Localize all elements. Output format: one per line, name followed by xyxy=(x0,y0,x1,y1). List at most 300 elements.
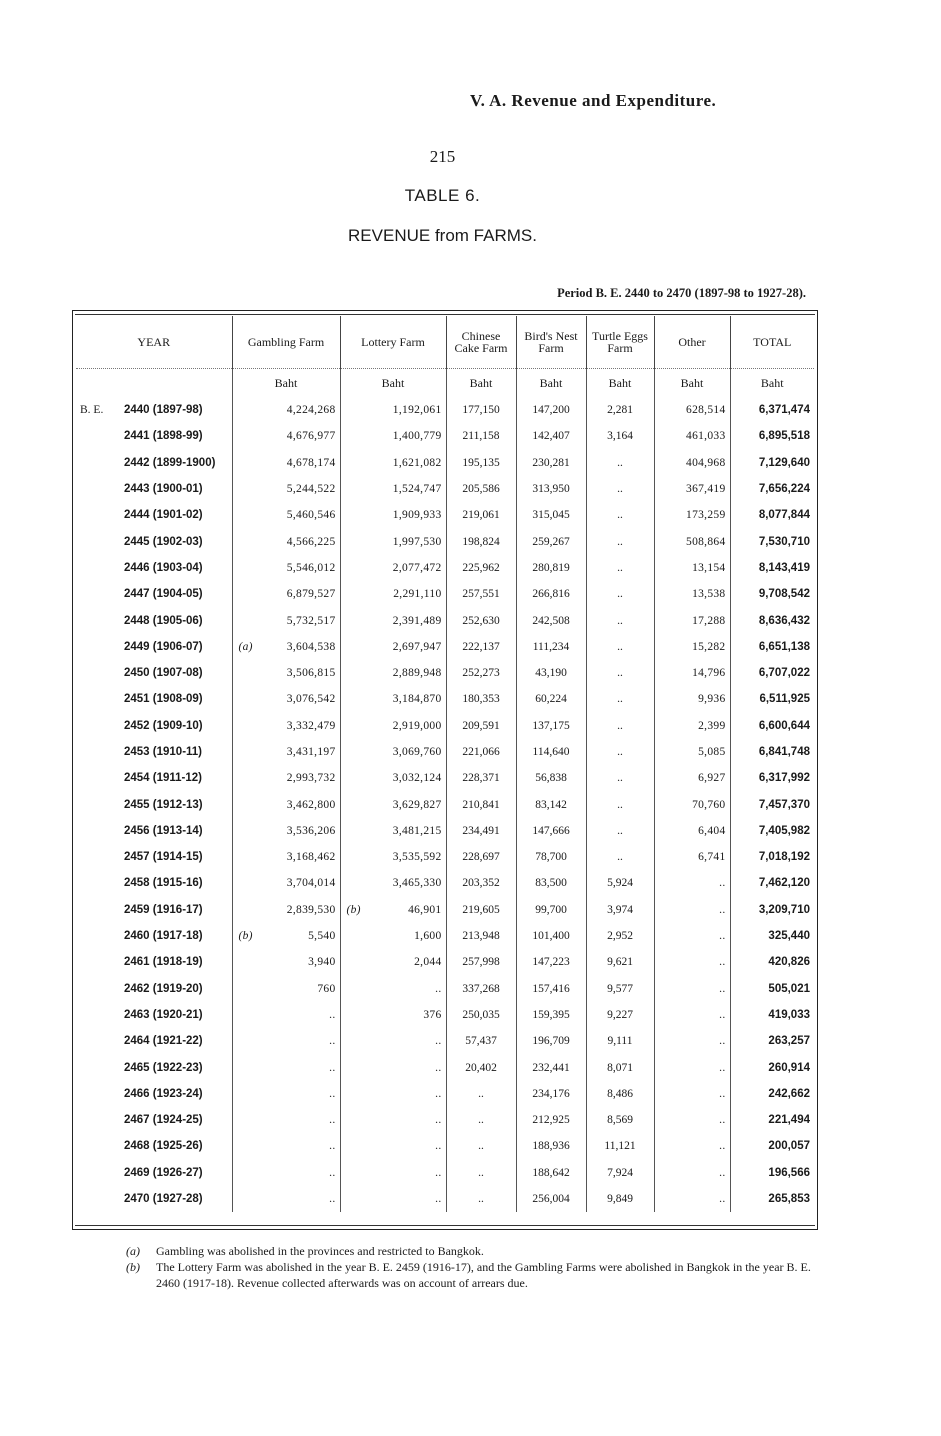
lottery-value: 46,901 xyxy=(408,903,442,916)
turtle-eggs-cell: 5,924 xyxy=(586,870,654,896)
gambling-value: 5,460,546 xyxy=(286,509,336,522)
other-cell: .. xyxy=(654,1054,730,1080)
gambling-cell xyxy=(232,739,340,765)
lottery-cell xyxy=(340,555,446,581)
other-cell: 508,864 xyxy=(654,528,730,554)
lottery-cell xyxy=(340,765,446,791)
year-cell xyxy=(76,581,232,607)
other-cell: .. xyxy=(654,1028,730,1054)
unit-turtle: Baht xyxy=(586,369,654,398)
other-cell: 17,288 xyxy=(654,607,730,633)
gambling-value: .. xyxy=(329,1087,336,1100)
gambling-value: 2,839,530 xyxy=(286,903,336,916)
lottery-value: .. xyxy=(435,1193,442,1206)
unit-nest: Baht xyxy=(516,369,586,398)
other-cell: 15,282 xyxy=(654,634,730,660)
lottery-cell xyxy=(340,1054,446,1080)
table-row xyxy=(76,1186,814,1212)
footnote-mark: (b) xyxy=(126,1260,140,1274)
other-cell: .. xyxy=(654,976,730,1002)
gambling-value: .. xyxy=(329,1114,336,1127)
lottery-value: 1,909,933 xyxy=(392,509,442,522)
header-gambling: Gambling Farm xyxy=(232,316,340,369)
birds-nest-cell: 147,200 xyxy=(516,397,586,423)
gambling-value: 4,676,977 xyxy=(286,430,336,443)
turtle-eggs-cell: .. xyxy=(586,502,654,528)
year-cell xyxy=(76,844,232,870)
lottery-value: 2,077,472 xyxy=(392,561,442,574)
page-number: 215 xyxy=(429,147,456,166)
lottery-value: 2,391,489 xyxy=(392,614,442,627)
lottery-cell xyxy=(340,1081,446,1107)
year-cell xyxy=(76,1133,232,1159)
birds-nest-cell: 114,640 xyxy=(516,739,586,765)
chinese-cake-cell: 57,437 xyxy=(446,1028,516,1054)
gambling-cell xyxy=(232,818,340,844)
total-cell: 7,530,710 xyxy=(758,535,810,548)
chinese-cake-cell: 257,551 xyxy=(446,581,516,607)
table-row xyxy=(76,844,814,870)
other-cell: .. xyxy=(654,949,730,975)
turtle-eggs-cell: .. xyxy=(586,450,654,476)
gambling-cell xyxy=(232,1107,340,1133)
section-title: V. A. Revenue and Expenditure. xyxy=(470,91,717,110)
total-cell: 242,662 xyxy=(768,1087,810,1100)
table-row xyxy=(76,791,814,817)
table-row xyxy=(76,634,814,660)
year-label: 2446 (1903-04) xyxy=(124,561,203,574)
year-label: 2449 (1906-07) xyxy=(124,640,203,653)
year-label: 2440 (1897-98) xyxy=(124,404,203,417)
lottery-cell xyxy=(340,686,446,712)
total-cell: 9,708,542 xyxy=(758,588,810,601)
table-row xyxy=(76,870,814,896)
birds-nest-cell: 188,642 xyxy=(516,1160,586,1186)
header-lottery: Lottery Farm xyxy=(340,316,446,369)
year-label: 2452 (1909-10) xyxy=(124,719,203,732)
gambling-value: 760 xyxy=(317,982,336,995)
birds-nest-cell: 137,175 xyxy=(516,713,586,739)
other-cell: 6,927 xyxy=(654,765,730,791)
lottery-cell xyxy=(340,791,446,817)
header-total: TOTAL xyxy=(730,316,814,369)
chinese-cake-cell: .. xyxy=(446,1081,516,1107)
turtle-eggs-cell: .. xyxy=(586,686,654,712)
gambling-value: .. xyxy=(329,1008,336,1021)
lottery-cell xyxy=(340,502,446,528)
period-heading: Period B. E. 2440 to 2470 (1897-98 to 1927-28). xyxy=(557,286,806,300)
lottery-value: 1,621,082 xyxy=(392,456,442,469)
table-row xyxy=(76,1002,814,1028)
other-cell: 6,741 xyxy=(654,844,730,870)
turtle-eggs-cell: 9,621 xyxy=(586,949,654,975)
year-cell xyxy=(76,634,232,660)
gambling-value: 3,704,014 xyxy=(286,877,336,890)
lottery-value: .. xyxy=(435,982,442,995)
table-row xyxy=(76,976,814,1002)
chinese-cake-cell: 221,066 xyxy=(446,739,516,765)
year-cell xyxy=(76,1081,232,1107)
year-label: 2444 (1901-02) xyxy=(124,509,203,522)
other-cell: .. xyxy=(654,1081,730,1107)
birds-nest-cell: 230,281 xyxy=(516,450,586,476)
table-row xyxy=(76,713,814,739)
gambling-note: (a) xyxy=(238,640,253,653)
birds-nest-cell: 60,224 xyxy=(516,686,586,712)
year-label: 2464 (1921-22) xyxy=(124,1035,203,1048)
gambling-cell xyxy=(232,476,340,502)
lottery-cell xyxy=(340,423,446,449)
table-row xyxy=(76,949,814,975)
gambling-note: (b) xyxy=(238,930,253,943)
gambling-value: 3,168,462 xyxy=(286,851,336,864)
table-row xyxy=(76,1081,814,1107)
gambling-cell xyxy=(232,1081,340,1107)
year-label: 2456 (1913-14) xyxy=(124,824,203,837)
birds-nest-cell: 99,700 xyxy=(516,897,586,923)
lottery-value: .. xyxy=(435,1087,442,1100)
birds-nest-cell: 196,709 xyxy=(516,1028,586,1054)
lottery-cell xyxy=(340,1186,446,1212)
lottery-note: (b) xyxy=(346,903,361,916)
table-row xyxy=(76,923,814,949)
year-cell xyxy=(76,1107,232,1133)
year-label: 2465 (1922-23) xyxy=(124,1061,203,1074)
revenue-table xyxy=(76,316,814,1212)
turtle-eggs-cell: .. xyxy=(586,634,654,660)
lottery-cell xyxy=(340,1028,446,1054)
total-cell: 419,033 xyxy=(768,1008,810,1021)
total-cell: 6,317,992 xyxy=(758,772,810,785)
lottery-value: 2,889,948 xyxy=(392,667,442,680)
turtle-eggs-cell: 3,974 xyxy=(586,897,654,923)
year-label: 2453 (1910-11) xyxy=(124,746,203,758)
year-label: 2459 (1916-17) xyxy=(124,903,203,916)
lottery-cell xyxy=(340,528,446,554)
year-cell xyxy=(76,397,232,423)
lottery-value: 3,465,330 xyxy=(392,877,442,890)
gambling-cell xyxy=(232,1002,340,1028)
chinese-cake-cell: .. xyxy=(446,1160,516,1186)
year-cell xyxy=(76,791,232,817)
year-cell xyxy=(76,870,232,896)
turtle-eggs-cell: .. xyxy=(586,844,654,870)
unit-gambling: Baht xyxy=(232,369,340,398)
gambling-cell xyxy=(232,791,340,817)
gambling-cell xyxy=(232,897,340,923)
year-label: 2441 (1898-99) xyxy=(124,430,203,443)
turtle-eggs-cell: 3,164 xyxy=(586,423,654,449)
year-cell xyxy=(76,528,232,554)
header-birds-nest: Bird's Nest Farm xyxy=(516,316,586,369)
gambling-cell xyxy=(232,607,340,633)
year-cell xyxy=(76,555,232,581)
gambling-cell xyxy=(232,686,340,712)
other-cell: 14,796 xyxy=(654,660,730,686)
table-row xyxy=(76,423,814,449)
total-cell: 221,494 xyxy=(768,1114,810,1127)
table-row xyxy=(76,1107,814,1133)
other-cell: 628,514 xyxy=(654,397,730,423)
chinese-cake-cell: 250,035 xyxy=(446,1002,516,1028)
total-cell: 6,707,022 xyxy=(758,667,810,680)
footnote-mark: (a) xyxy=(126,1244,140,1258)
lottery-value: 3,184,870 xyxy=(392,693,442,706)
turtle-eggs-cell: 8,071 xyxy=(586,1054,654,1080)
gambling-value: .. xyxy=(329,1035,336,1048)
year-label: 2461 (1918-19) xyxy=(124,956,203,969)
lottery-cell xyxy=(340,634,446,660)
turtle-eggs-cell: 7,924 xyxy=(586,1160,654,1186)
year-cell xyxy=(76,765,232,791)
other-cell: .. xyxy=(654,1107,730,1133)
gambling-value: 5,732,517 xyxy=(286,614,336,627)
gambling-value: 3,604,538 xyxy=(286,640,336,653)
table-row xyxy=(76,1133,814,1159)
lottery-cell xyxy=(340,1107,446,1133)
footnote-text: Gambling was abolished in the provinces and restricted to Bangkok. xyxy=(156,1244,484,1258)
total-cell: 6,841,748 xyxy=(758,746,810,758)
year-label: 2468 (1925-26) xyxy=(124,1140,203,1153)
gambling-value: 4,224,268 xyxy=(286,404,336,417)
gambling-cell xyxy=(232,923,340,949)
year-label: 2463 (1920-21) xyxy=(124,1008,203,1021)
year-cell xyxy=(76,1186,232,1212)
year-cell xyxy=(76,818,232,844)
header-chinese-cake: Chinese Cake Farm xyxy=(446,316,516,369)
gambling-value: 3,536,206 xyxy=(286,824,336,837)
birds-nest-cell: 142,407 xyxy=(516,423,586,449)
table-row xyxy=(76,450,814,476)
footnote-text: The Lottery Farm was abolished in the year B. E. 2459 (1916-17), and the Gambling Farms were abolished in Bangkok in the year B. E. 2460 (1917-18). Revenue collected afterwards was on account of arrears due. xyxy=(156,1260,811,1290)
lottery-value: 3,481,215 xyxy=(392,824,442,837)
lottery-value: .. xyxy=(435,1140,442,1153)
table-subtitle: REVENUE from FARMS. xyxy=(348,226,537,245)
chinese-cake-cell: 195,135 xyxy=(446,450,516,476)
lottery-cell xyxy=(340,739,446,765)
lottery-cell xyxy=(340,818,446,844)
gambling-cell xyxy=(232,528,340,554)
year-label: 2458 (1915-16) xyxy=(124,877,203,890)
birds-nest-cell: 159,395 xyxy=(516,1002,586,1028)
turtle-eggs-cell: .. xyxy=(586,528,654,554)
lottery-value: 1,997,530 xyxy=(392,535,442,548)
gambling-cell xyxy=(232,949,340,975)
unit-total: Baht xyxy=(760,375,784,390)
chinese-cake-cell: 209,591 xyxy=(446,713,516,739)
chinese-cake-cell: 213,948 xyxy=(446,923,516,949)
chinese-cake-cell: 228,697 xyxy=(446,844,516,870)
total-cell: 8,636,432 xyxy=(758,614,810,627)
gambling-cell xyxy=(232,660,340,686)
birds-nest-cell: 147,666 xyxy=(516,818,586,844)
other-cell: 173,259 xyxy=(654,502,730,528)
table-row xyxy=(76,581,814,607)
era-prefix: B. E. xyxy=(80,404,104,417)
gambling-cell xyxy=(232,423,340,449)
other-cell: 6,404 xyxy=(654,818,730,844)
chinese-cake-cell: 228,371 xyxy=(446,765,516,791)
lottery-value: 376 xyxy=(423,1008,442,1021)
gambling-value: 3,076,542 xyxy=(286,693,336,706)
birds-nest-cell: 56,838 xyxy=(516,765,586,791)
total-cell: 265,853 xyxy=(768,1193,810,1206)
total-cell: 6,651,138 xyxy=(758,640,810,653)
turtle-eggs-cell: 8,486 xyxy=(586,1081,654,1107)
lottery-value: 1,192,061 xyxy=(392,404,442,417)
gambling-cell xyxy=(232,397,340,423)
unit-cake: Baht xyxy=(446,369,516,398)
header-year: YEAR xyxy=(76,316,232,369)
turtle-eggs-cell: .. xyxy=(586,607,654,633)
turtle-eggs-cell: 9,227 xyxy=(586,1002,654,1028)
turtle-eggs-cell: .. xyxy=(586,555,654,581)
birds-nest-cell: 78,700 xyxy=(516,844,586,870)
gambling-value: 4,566,225 xyxy=(286,535,336,548)
year-cell xyxy=(76,923,232,949)
turtle-eggs-cell: 9,577 xyxy=(586,976,654,1002)
year-cell xyxy=(76,1160,232,1186)
table-row xyxy=(76,555,814,581)
year-cell xyxy=(76,949,232,975)
lottery-value: .. xyxy=(435,1114,442,1127)
chinese-cake-cell: 198,824 xyxy=(446,528,516,554)
chinese-cake-cell: 211,158 xyxy=(446,423,516,449)
year-label: 2466 (1923-24) xyxy=(124,1087,203,1100)
year-cell xyxy=(76,502,232,528)
lottery-value: 3,069,760 xyxy=(392,746,442,758)
table-row xyxy=(76,660,814,686)
other-cell: .. xyxy=(654,923,730,949)
birds-nest-cell: 83,500 xyxy=(516,870,586,896)
chinese-cake-cell: 210,841 xyxy=(446,791,516,817)
year-label: 2469 (1926-27) xyxy=(124,1166,203,1179)
year-cell xyxy=(76,450,232,476)
birds-nest-cell: 157,416 xyxy=(516,976,586,1002)
year-cell xyxy=(76,1028,232,1054)
units-row xyxy=(76,369,814,398)
gambling-value: 3,506,815 xyxy=(286,667,336,680)
chinese-cake-cell: 225,962 xyxy=(446,555,516,581)
lottery-cell xyxy=(340,923,446,949)
table-row xyxy=(76,686,814,712)
table-row xyxy=(76,739,814,765)
other-cell: .. xyxy=(654,1002,730,1028)
table-row xyxy=(76,765,814,791)
table-row xyxy=(76,528,814,554)
other-cell: .. xyxy=(654,1133,730,1159)
total-cell: 7,656,224 xyxy=(758,483,810,496)
gambling-cell xyxy=(232,634,340,660)
gambling-value: 5,546,012 xyxy=(286,561,336,574)
other-cell: 2,399 xyxy=(654,713,730,739)
lottery-value: 3,629,827 xyxy=(392,798,442,811)
total-cell: 3,209,710 xyxy=(758,903,810,916)
year-cell xyxy=(76,897,232,923)
lottery-cell xyxy=(340,397,446,423)
gambling-value: .. xyxy=(329,1193,336,1206)
gambling-cell xyxy=(232,1133,340,1159)
lottery-cell xyxy=(340,607,446,633)
table-title: TABLE 6. xyxy=(404,186,481,205)
birds-nest-cell: 259,267 xyxy=(516,528,586,554)
lottery-cell xyxy=(340,1160,446,1186)
chinese-cake-cell: 219,061 xyxy=(446,502,516,528)
birds-nest-cell: 256,004 xyxy=(516,1186,586,1212)
year-label: 2455 (1912-13) xyxy=(124,798,203,811)
chinese-cake-cell: 177,150 xyxy=(446,397,516,423)
turtle-eggs-cell: 9,111 xyxy=(586,1028,654,1054)
year-label: 2457 (1914-15) xyxy=(124,851,203,864)
total-cell: 260,914 xyxy=(768,1061,810,1074)
gambling-value: 4,678,174 xyxy=(286,456,336,469)
gambling-value: 3,940 xyxy=(308,956,336,969)
unit-other: Baht xyxy=(654,369,730,398)
lottery-cell xyxy=(340,844,446,870)
turtle-eggs-cell: 2,281 xyxy=(586,397,654,423)
lottery-value: 2,291,110 xyxy=(393,588,442,601)
footnote-b xyxy=(126,1259,826,1291)
lottery-cell xyxy=(340,660,446,686)
header-other: Other xyxy=(654,316,730,369)
turtle-eggs-cell: .. xyxy=(586,765,654,791)
other-cell: .. xyxy=(654,1186,730,1212)
chinese-cake-cell: 20,402 xyxy=(446,1054,516,1080)
total-cell: 7,405,982 xyxy=(758,824,810,837)
other-cell: 13,538 xyxy=(654,581,730,607)
gambling-cell xyxy=(232,765,340,791)
year-cell xyxy=(76,739,232,765)
other-cell: .. xyxy=(654,870,730,896)
birds-nest-cell: 232,441 xyxy=(516,1054,586,1080)
turtle-eggs-cell: 9,849 xyxy=(586,1186,654,1212)
year-label: 2470 (1927-28) xyxy=(124,1193,203,1206)
total-cell: 200,057 xyxy=(768,1140,810,1153)
year-cell xyxy=(76,1054,232,1080)
lottery-cell xyxy=(340,976,446,1002)
table-row xyxy=(76,397,814,423)
birds-nest-cell: 266,816 xyxy=(516,581,586,607)
gambling-cell xyxy=(232,713,340,739)
year-label: 2443 (1900-01) xyxy=(124,483,203,496)
gambling-value: 3,431,197 xyxy=(286,746,336,758)
table-row xyxy=(76,502,814,528)
year-label: 2454 (1911-12) xyxy=(124,772,203,785)
gambling-cell xyxy=(232,1028,340,1054)
year-cell xyxy=(76,976,232,1002)
chinese-cake-cell: 257,998 xyxy=(446,949,516,975)
total-cell: 7,129,640 xyxy=(758,456,810,469)
footnotes xyxy=(126,1243,826,1291)
birds-nest-cell: 280,819 xyxy=(516,555,586,581)
gambling-cell xyxy=(232,870,340,896)
gambling-value: 2,993,732 xyxy=(286,772,336,785)
lottery-value: 2,697,947 xyxy=(392,640,442,653)
total-cell: 6,371,474 xyxy=(758,404,810,417)
header-row xyxy=(76,316,814,369)
gambling-value: 5,540 xyxy=(308,930,336,943)
chinese-cake-cell: 234,491 xyxy=(446,818,516,844)
turtle-eggs-cell: .. xyxy=(586,713,654,739)
gambling-cell xyxy=(232,1160,340,1186)
year-label: 2447 (1904-05) xyxy=(124,588,203,601)
table-row xyxy=(76,1160,814,1186)
gambling-cell xyxy=(232,502,340,528)
lottery-value: .. xyxy=(435,1061,442,1074)
birds-nest-cell: 315,045 xyxy=(516,502,586,528)
lottery-value: .. xyxy=(435,1166,442,1179)
table-row xyxy=(76,818,814,844)
